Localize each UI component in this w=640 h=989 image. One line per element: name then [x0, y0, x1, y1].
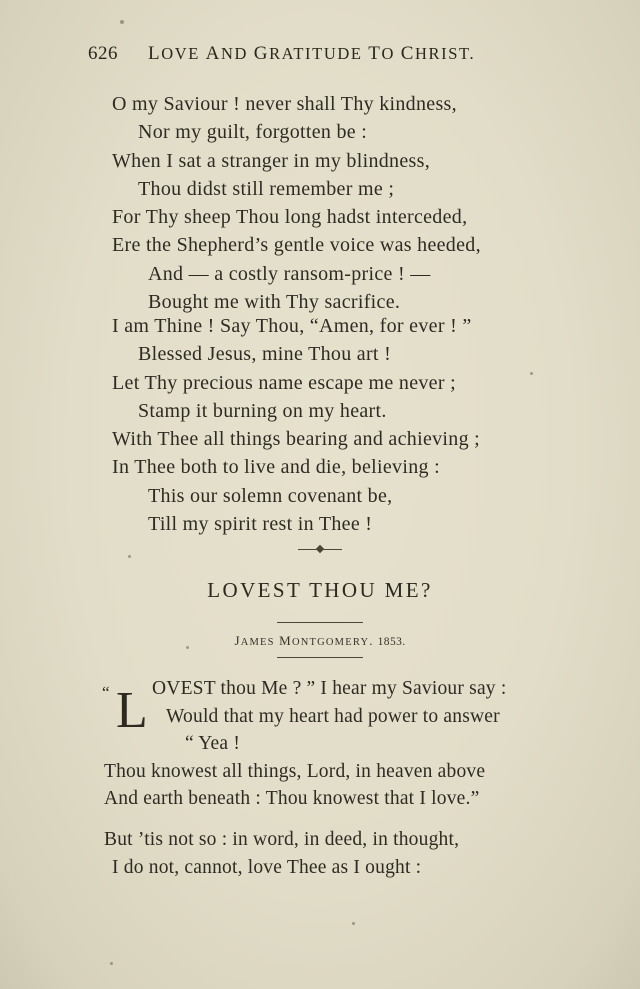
hymn-line: And earth beneath : Thou knowest that I love.” — [104, 788, 480, 809]
verse-line: In Thee both to live and die, believing : — [112, 456, 440, 479]
verse-line: Let Thy precious name escape me never ; — [112, 371, 456, 394]
section-ornament — [0, 543, 640, 560]
divider-rule-bottom — [277, 657, 363, 658]
verse-line: When I sat a stranger in my blindness, — [112, 149, 430, 172]
verse-line: I am Thine ! Say Thou, “Amen, for ever ! ” — [112, 315, 472, 337]
page-header — [88, 43, 558, 65]
hymn-stanza-2 — [100, 826, 620, 881]
hymn-line: OVEST thou Me ? ” I hear my Saviour say : — [152, 678, 507, 699]
diamond-ornament-icon — [298, 543, 342, 555]
verse-line: Nor my guilt, forgotten be : — [138, 121, 368, 144]
stanza-1 — [112, 90, 612, 316]
hymn-title: LOVEST THOU ME? — [207, 578, 433, 602]
running-title: LOVE AND GRATITUDE TO CHRIST. — [148, 43, 476, 64]
hymn-stanza-1 — [100, 675, 620, 813]
drop-cap: L — [116, 682, 148, 739]
verse-line: O my Saviour ! never shall Thy kindness, — [112, 93, 457, 115]
verse-line: And — a costly ransom-price ! — — [148, 262, 431, 285]
verse-line: Ere the Shepherd’s gentle voice was heeded, — [112, 234, 481, 257]
hymn-line: I do not, cannot, love Thee as I ought : — [112, 856, 422, 878]
author-name: JAMES MONTGOMERY. — [234, 633, 374, 648]
verse-line: Till my spirit rest in Thee ! — [148, 513, 373, 536]
verse-line: Bought me with Thy sacrifice. — [148, 291, 401, 314]
verse-line: Blessed Jesus, mine Thou art ! — [138, 343, 392, 366]
page-number: 626 — [88, 43, 118, 64]
hymn-line: Would that my heart had power to answer — [166, 705, 500, 727]
stanza-2 — [112, 312, 612, 538]
verse-line: Stamp it burning on my heart. — [138, 399, 387, 422]
open-quote-mark: “ — [102, 683, 110, 702]
hymn-line: Thou knowest all things, Lord, in heaven above — [104, 760, 486, 782]
hymn-attribution — [0, 633, 640, 649]
hymn-line: But ’tis not so : in word, in deed, in thought, — [104, 829, 460, 850]
verse-line: Thou didst still remember me ; — [138, 177, 395, 200]
hymn-line: “ Yea ! — [185, 733, 241, 754]
verse-line: With Thee all things bearing and achieving ; — [112, 428, 481, 451]
verse-line: For Thy sheep Thou long hadst interceded, — [112, 206, 468, 229]
divider-rule-top — [277, 622, 363, 623]
hymn-year: 1853. — [377, 636, 406, 648]
verse-line: This our solemn covenant be, — [148, 484, 393, 507]
